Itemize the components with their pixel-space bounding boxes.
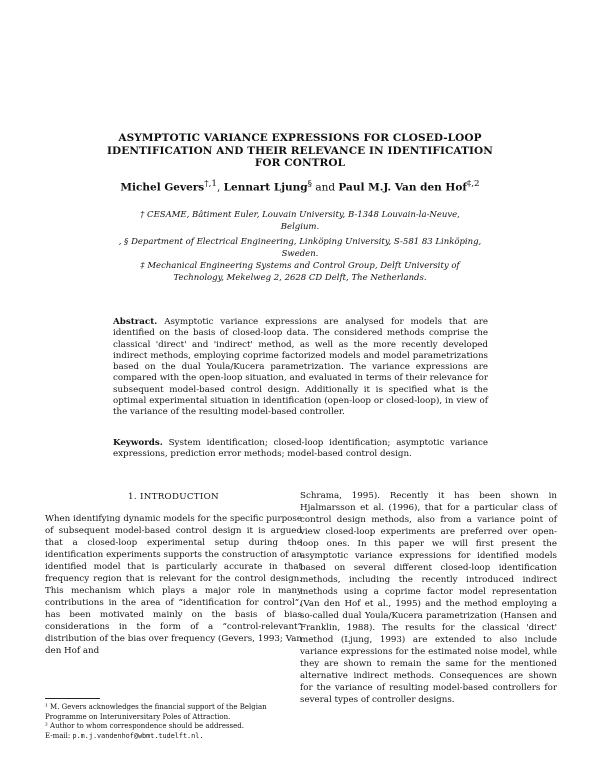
affiliation-cesame-line-1: † CESAME, Bâtiment Euler, Louvain University, B-1348 Louvain-la-Neuve, <box>140 210 460 220</box>
keywords <box>113 438 488 461</box>
affiliation-linkoping <box>110 237 490 260</box>
affiliation-delft <box>110 261 490 284</box>
author-list <box>90 178 510 195</box>
author-gevers-mark: †,1 <box>204 179 217 189</box>
title-line-1: ASYMPTOTIC VARIANCE EXPRESSIONS FOR CLOSED-LOOP <box>118 132 482 144</box>
affiliation-linkoping-line-1: , § Department of Electrical Engineering, Linköping University, S-581 83 Linköping, <box>118 237 482 247</box>
paper-title <box>90 132 510 170</box>
abstract <box>113 317 488 419</box>
footnote-1: ¹ M. Gevers acknowledges the financial support of the Belgian Programme on Interuniversitary Poles of Attraction. <box>45 703 267 721</box>
affiliation-cesame-line-2: Belgium. <box>280 221 320 232</box>
keywords-text: System identification; closed-loop identification; asymptotic variance expressions, prediction error methods; model-based control design. <box>113 438 488 460</box>
footnote-divider <box>45 698 100 699</box>
author-ljung-mark: § <box>307 179 312 189</box>
author-vandenhof-mark: ‡,2 <box>466 179 480 189</box>
email-address[interactable]: p.m.j.vandenhof@wbmt.tudelft.nl. <box>72 731 204 740</box>
author-gevers: Michel Gevers <box>120 181 205 194</box>
keywords-label: Keywords. <box>113 438 163 448</box>
abstract-label: Abstract. <box>113 317 158 327</box>
author-separator-1: , <box>216 181 224 194</box>
section-heading-introduction: 1. INTRODUCTION <box>128 492 219 502</box>
intro-left-column: When identifying dynamic models for the specific purpose of subsequent model-based control design it is argued that a closed-loop experimental setup during the identification experiments supports the construction of an identified model that is particularly accurate in that frequency region that is relevant for the control design. This mechanism which plays a major role in many contributions in the area of “identification for control”, has been motivated mainly on the basis of bias considerations in the form of a “control-relevant” distribution of the bias over frequency (Gevers, 1993; Van den Hof and <box>45 514 302 656</box>
affiliation-delft-line-2: Technology, Mekelweg 2, 2628 CD Delft, The Netherlands. <box>173 272 427 283</box>
footnote-2: ² Author to whom correspondence should be addressed. <box>45 722 244 730</box>
email-label: E-mail: <box>45 731 73 740</box>
title-line-2: IDENTIFICATION AND THEIR RELEVANCE IN IDENTIFICATION <box>107 144 493 157</box>
affiliation-linkoping-line-2: Sweden. <box>281 248 319 259</box>
author-separator-2: and <box>311 181 339 194</box>
author-vandenhof: Paul M.J. Van den Hof <box>338 181 467 194</box>
footnotes <box>45 703 302 741</box>
title-line-3: FOR CONTROL <box>254 157 346 169</box>
footnote-email <box>45 732 302 742</box>
intro-right-column: Schrama, 1995). Recently it has been shown in Hjalmarsson et al. (1996), that for a particular class of control design methods, also from a variance point of view closed-loop experiments are preferred over open-loop ones. In this paper we will first present the asymptotic variance expressions for identified models based on several different closed-loop identification methods, including the recently introduced indirect methods using a coprime factor model representation (Van den Hof et al., 1995) and the method employing a so-called dual Youla/Kucera parametrization (Hansen and Franklin, 1988). The results for the classical 'direct' method (Ljung, 1993) are extended to also include variance expressions for the estimated noise model, while they are shown to remain the same for the mentioned alternative indirect methods. Consequences are shown for the variance of resulting model-based controllers for several types of controller designs. <box>300 491 557 705</box>
abstract-text: Asymptotic variance expressions are analysed for models that are identified on the basis of closed-loop data. The considered methods comprise the classical 'direct' and 'indirect' method, as well as the more recently developed indirect methods, employing coprime factorized models and model parametrizations based on the dual Youla/Kucera parametrization. The variance expressions are compared with the open-loop situation, and evaluated in terms of their relevance for subsequent model-based control design. Additionally it is specified what is the optimal experimental situation in identification (open-loop or closed-loop), in view of the variance of the resulting model-based controller. <box>113 317 488 418</box>
affiliation-delft-line-1: ‡ Mechanical Engineering Systems and Control Group, Delft University of <box>140 261 460 271</box>
affiliation-cesame <box>110 210 490 233</box>
author-ljung: Lennart Ljung <box>223 181 308 194</box>
